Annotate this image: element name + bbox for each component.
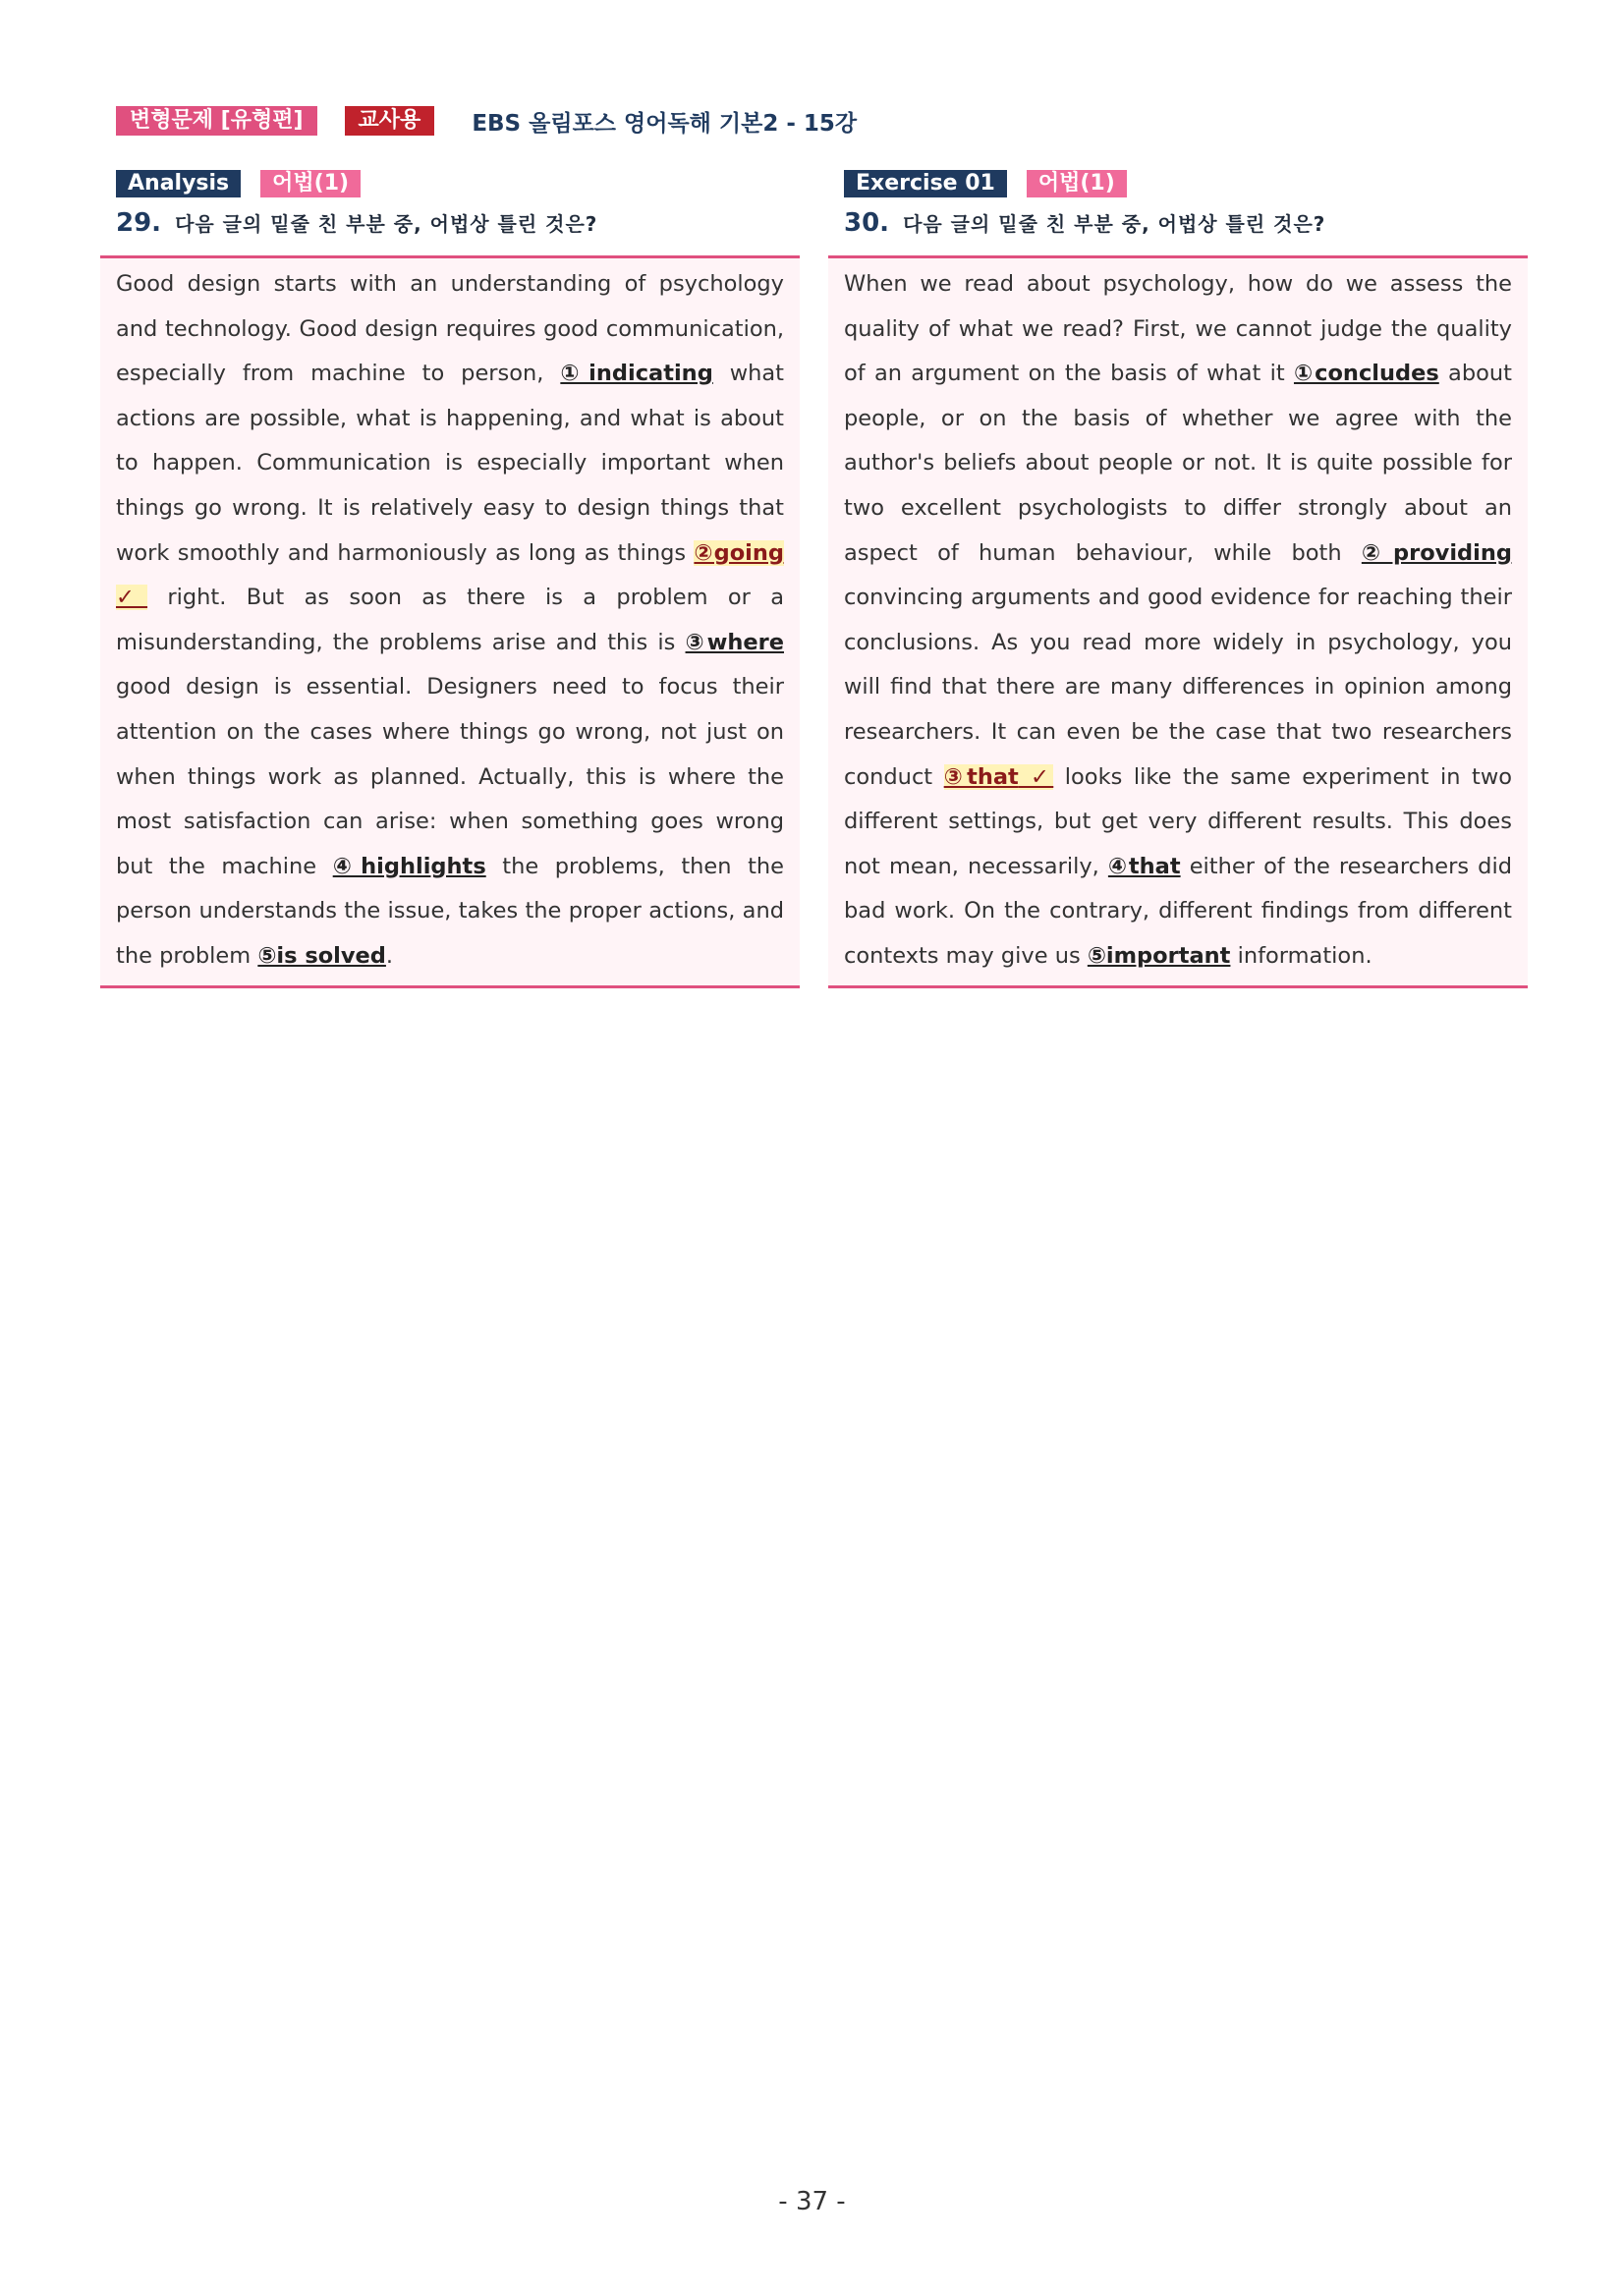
- passage-text: convincing arguments and good evidence for reaching their conclusions. As you read more widely in psychology, you will find that there are many differences in opinion among researchers. It can even be the case that two researchers conduct: [844, 585, 1512, 790]
- choice-4: ④highlights: [332, 853, 486, 879]
- choice-2: ②providing: [1361, 539, 1512, 566]
- passage-text: about people, or on the basis of whether we agree with the author's beliefs about people or not. It is quite possible for two excellent psychologists to differ strongly about an aspect of human behaviour, while both: [844, 361, 1512, 566]
- choice-4: ④that: [1107, 853, 1181, 879]
- question-text: 다음 글의 밑줄 친 부분 중, 어법상 틀린 것은?: [903, 212, 1326, 236]
- choice-5: ⑤important: [1087, 942, 1231, 969]
- check-mark-icon: ✓: [1018, 763, 1054, 790]
- passage-text: When we read about psychology, how do we assess the quality of what we read? First, we cannot judge the quality of an argument on the basis of what it: [844, 271, 1512, 387]
- question-line: [844, 208, 1528, 242]
- passage-text: what actions are possible, what is happening, and what is about to happen. Communication is especially important when things go wrong. It is relatively easy to design things that work smoothly and harmoniously as long as things: [116, 361, 784, 566]
- passage-text: .: [385, 942, 394, 969]
- passage: [844, 262, 1512, 980]
- choice-1: ①concludes: [1293, 361, 1439, 387]
- passage-box: [828, 255, 1528, 988]
- question-text: 다음 글의 밑줄 친 부분 중, 어법상 틀린 것은?: [175, 212, 598, 236]
- question-labels: [116, 169, 800, 198]
- passage-text: the problems, then the person understands the issue, takes the proper actions, and the problem: [116, 853, 784, 969]
- choice-3-answer: [944, 764, 1054, 790]
- passage-text: good design is essential. Designers need to focus their attention on the cases where things go wrong, not just on when things work as planned. Actually, this is where the most satisfaction can arise: when something goes wrong but the machine: [116, 674, 784, 879]
- question-30: [828, 169, 1528, 988]
- passage-text: information.: [1230, 942, 1372, 969]
- passage-text: Good design starts with an understanding of psychology and technology. Good design requires good communication, especially from machine to person,: [116, 271, 784, 387]
- question-line: [116, 208, 800, 242]
- choice-2: ②going: [694, 539, 784, 566]
- choice-1: ①indicating: [560, 361, 713, 387]
- choice-3: ③where: [685, 629, 784, 655]
- teacher-tag: 교사용: [345, 106, 435, 136]
- analysis-label: Analysis: [116, 170, 241, 197]
- question-number: 29.: [116, 208, 162, 238]
- page-number: - 37 -: [778, 2187, 846, 2216]
- question-29: [100, 169, 800, 988]
- grammar-label: 어법(1): [260, 170, 361, 197]
- passage-text: either of the researchers did bad work. On the contrary, different findings from different contexts may give us: [844, 853, 1512, 969]
- choice-3: ③that: [943, 763, 1019, 790]
- question-labels: [844, 169, 1528, 198]
- type-tag: 변형문제 [유형편]: [116, 106, 317, 136]
- passage-box: [100, 255, 800, 988]
- passage-text: looks like the same experiment in two different settings, but get very different results. This does not mean, necessarily,: [844, 763, 1513, 879]
- passage-text: right. But as soon as there is a problem or a misunderstanding, the problems arise and this is: [116, 585, 784, 655]
- check-mark-icon: ✓: [116, 585, 148, 611]
- choice-5: ⑤is solved: [257, 942, 386, 969]
- question-number: 30.: [844, 208, 890, 238]
- page-header: [116, 104, 857, 138]
- header-title: EBS 올림포스 영어독해 기본2 - 15강: [472, 110, 858, 137]
- exercise-label: Exercise 01: [844, 170, 1007, 197]
- grammar-label: 어법(1): [1027, 170, 1127, 197]
- passage: [116, 262, 784, 980]
